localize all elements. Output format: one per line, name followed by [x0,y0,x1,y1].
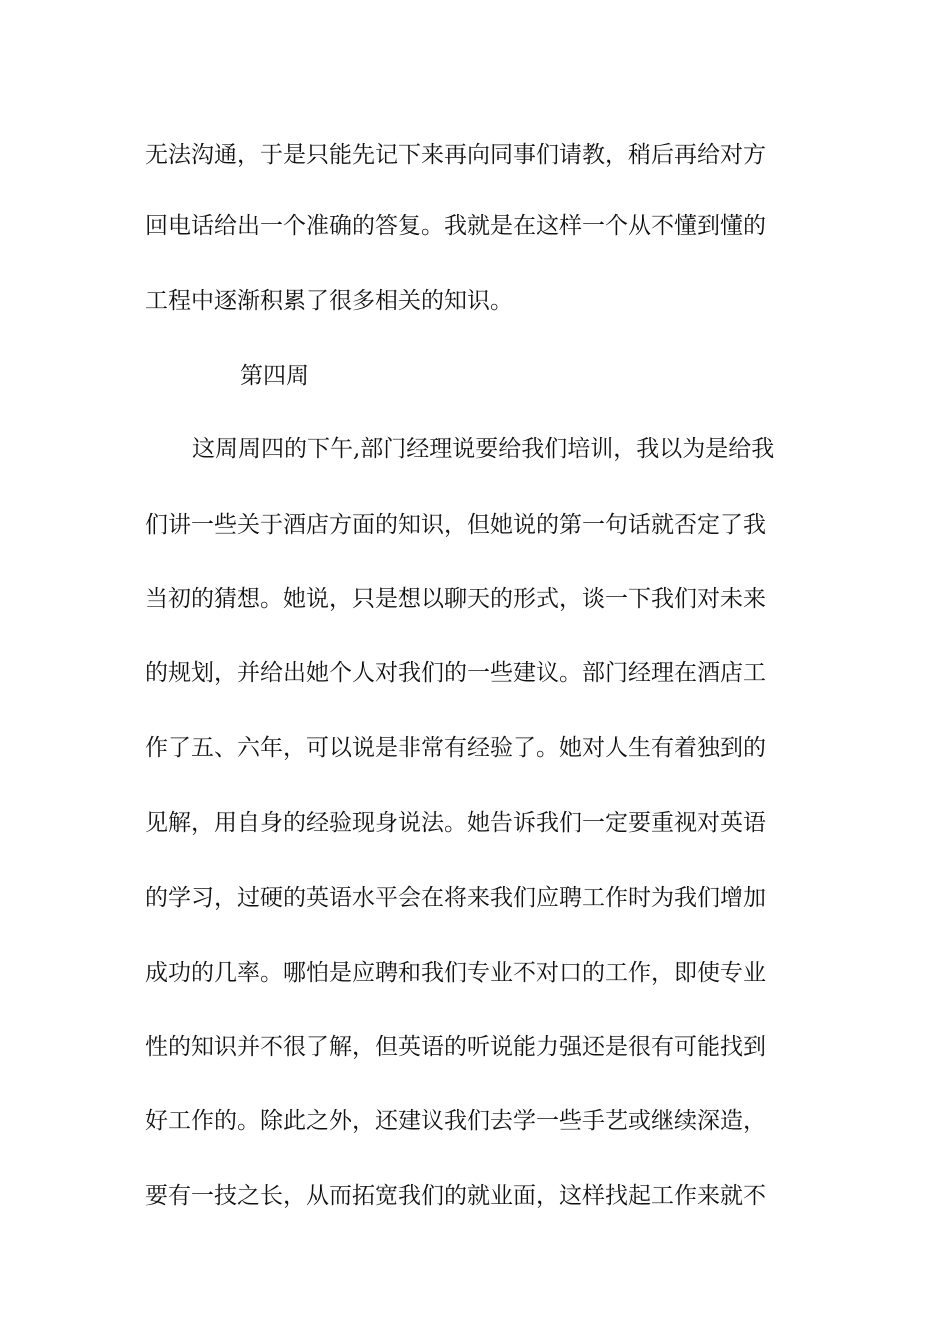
text-line: 回电话给出一个准确的答复。我就是在这样一个从不懂到懂的 [145,213,766,239]
text-line: 工程中逐渐积累了很多相关的知识。 [145,288,513,314]
paragraph-line: 的学习，过硬的英语水平会在将来我们应聘工作时为我们增加 [145,885,766,911]
paragraph-line: 当初的猜想。她说，只是想以聊天的形式，谈一下我们对未来 [145,586,766,612]
paragraph-line: 要有一技之长，从而拓宽我们的就业面，这样找起工作来就不 [145,1183,766,1209]
paragraph-line: 们讲一些关于酒店方面的知识，但她说的第一句话就否定了我 [145,512,766,538]
paragraph-line: 好工作的。除此之外，还建议我们去学一些手艺或继续深造， [145,1108,766,1134]
paragraph-line: 见解，用自身的经验现身说法。她告诉我们一定要重视对英语 [145,810,766,836]
paragraph-line: 的规划，并给出她个人对我们的一些建议。部门经理在酒店工 [145,660,766,686]
text-line: 无法沟通，于是只能先记下来再向同事们请教，稍后再给对方 [145,142,766,168]
paragraph-line: 性的知识并不很了解，但英语的听说能力强还是很有可能找到 [145,1034,766,1060]
section-heading: 第四周 [240,363,309,389]
paragraph-line: 作了五、六年，可以说是非常有经验了。她对人生有着独到的 [145,735,766,761]
paragraph-line: 成功的几率。哪怕是应聘和我们专业不对口的工作，即使专业 [145,960,766,986]
paragraph-line: 这周周四的下午,部门经理说要给我们培训，我以为是给我 [192,436,775,462]
